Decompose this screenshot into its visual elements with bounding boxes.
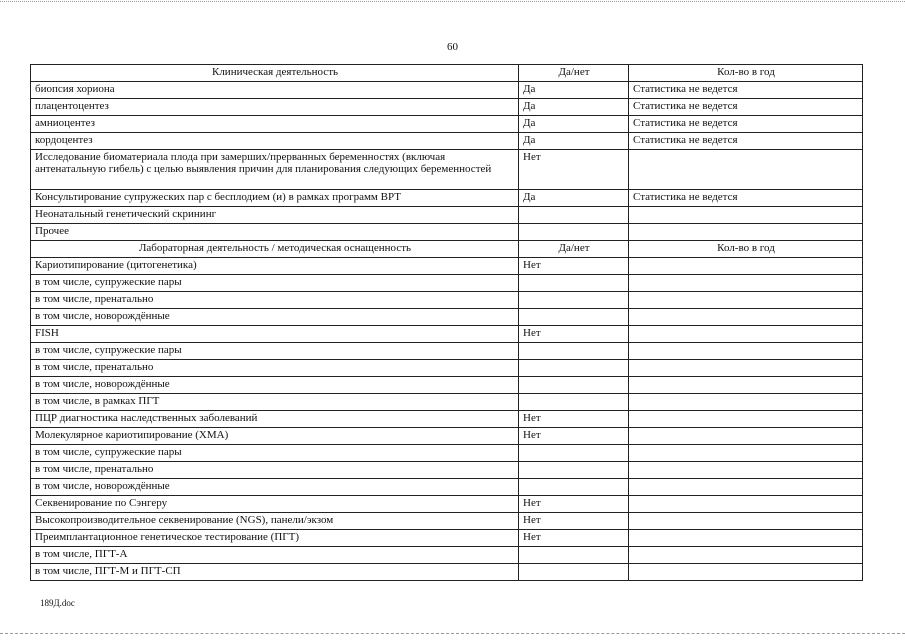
table-row	[31, 479, 863, 496]
activity-cell: в том числе, супружеские пары	[31, 445, 519, 462]
count-cell	[629, 496, 863, 513]
count-cell	[629, 513, 863, 530]
table-row	[31, 258, 863, 275]
page-number: 60	[447, 41, 458, 53]
lab-header-row	[31, 241, 863, 258]
activity-cell: в том числе, пренатально	[31, 462, 519, 479]
yes-no-cell: Нет	[519, 258, 629, 275]
yes-no-cell: Да	[519, 116, 629, 133]
yes-no-cell	[519, 224, 629, 241]
table-row	[31, 224, 863, 241]
activity-cell: в том числе, супружеские пары	[31, 343, 519, 360]
yes-no-cell	[519, 462, 629, 479]
activity-cell: в том числе, пренатально	[31, 292, 519, 309]
activity-cell: в том числе, новорождённые	[31, 309, 519, 326]
table-row	[31, 394, 863, 411]
table-row	[31, 411, 863, 428]
yes-no-cell	[519, 479, 629, 496]
activity-cell: FISH	[31, 326, 519, 343]
yes-no-cell: Да	[519, 133, 629, 150]
count-cell	[629, 564, 863, 581]
count-cell	[629, 309, 863, 326]
activity-cell: плацентоцентез	[31, 99, 519, 116]
activity-cell: кордоцентез	[31, 133, 519, 150]
yes-no-cell	[519, 292, 629, 309]
count-cell: Статистика не ведется	[629, 133, 863, 150]
header-count: Кол-во в год	[629, 65, 863, 82]
activity-table	[30, 64, 863, 581]
yes-no-cell: Да	[519, 99, 629, 116]
activity-cell: в том числе, супружеские пары	[31, 275, 519, 292]
table-header-row	[31, 65, 863, 82]
table-row	[31, 462, 863, 479]
footer-filename: 189Д.doc	[40, 598, 75, 608]
activity-cell: Молекулярное кариотипирование (ХМА)	[31, 428, 519, 445]
yes-no-cell	[519, 445, 629, 462]
activity-cell: Кариотипирование (цитогенетика)	[31, 258, 519, 275]
lab-header-yes-no: Да/нет	[519, 241, 629, 258]
table-row	[31, 530, 863, 547]
count-cell	[629, 258, 863, 275]
table-row	[31, 116, 863, 133]
yes-no-cell	[519, 377, 629, 394]
activity-cell: Неонатальный генетический скрининг	[31, 207, 519, 224]
table-row	[31, 207, 863, 224]
count-cell	[629, 275, 863, 292]
table-row	[31, 360, 863, 377]
table-row	[31, 82, 863, 99]
yes-no-cell: Нет	[519, 530, 629, 547]
table-row	[31, 326, 863, 343]
yes-no-cell: Нет	[519, 411, 629, 428]
activity-cell: Исследование биоматериала плода при замерших/прерванных беременностях (включая антенатальную гибель) с целью выявления причин для планирования следующих беременностей	[31, 150, 519, 190]
yes-no-cell: Нет	[519, 496, 629, 513]
table-row	[31, 150, 863, 190]
activity-cell: биопсия хориона	[31, 82, 519, 99]
table-row	[31, 564, 863, 581]
table-row	[31, 547, 863, 564]
count-cell	[629, 360, 863, 377]
count-cell	[629, 207, 863, 224]
count-cell	[629, 292, 863, 309]
yes-no-cell: Нет	[519, 326, 629, 343]
header-yes-no: Да/нет	[519, 65, 629, 82]
table-row	[31, 343, 863, 360]
table-row	[31, 99, 863, 116]
yes-no-cell: Нет	[519, 428, 629, 445]
table-row	[31, 377, 863, 394]
activity-cell: в том числе, новорождённые	[31, 377, 519, 394]
table-row	[31, 309, 863, 326]
activity-cell: в том числе, ПГТ-М и ПГТ-СП	[31, 564, 519, 581]
yes-no-cell	[519, 207, 629, 224]
activity-cell: в том числе, в рамках ПГТ	[31, 394, 519, 411]
table-row	[31, 292, 863, 309]
activity-cell: в том числе, ПГТ-А	[31, 547, 519, 564]
table-row	[31, 275, 863, 292]
activity-cell: Преимплантационное генетическое тестирование (ПГТ)	[31, 530, 519, 547]
table-row	[31, 133, 863, 150]
yes-no-cell: Нет	[519, 513, 629, 530]
yes-no-cell: Да	[519, 82, 629, 99]
table-row	[31, 428, 863, 445]
count-cell	[629, 530, 863, 547]
activity-cell: ПЦР диагностика наследственных заболеваний	[31, 411, 519, 428]
yes-no-cell: Нет	[519, 150, 629, 190]
activity-cell: Консультирование супружеских пар с бесплодием (и) в рамках программ ВРТ	[31, 190, 519, 207]
count-cell: Статистика не ведется	[629, 190, 863, 207]
activity-cell: в том числе, пренатально	[31, 360, 519, 377]
yes-no-cell: Да	[519, 190, 629, 207]
header-activity: Клиническая деятельность	[31, 65, 519, 82]
count-cell: Статистика не ведется	[629, 116, 863, 133]
count-cell	[629, 479, 863, 496]
yes-no-cell	[519, 275, 629, 292]
activity-cell: в том числе, новорождённые	[31, 479, 519, 496]
top-scan-border	[0, 1, 905, 2]
yes-no-cell	[519, 394, 629, 411]
table-row	[31, 445, 863, 462]
count-cell	[629, 343, 863, 360]
yes-no-cell	[519, 309, 629, 326]
count-cell	[629, 445, 863, 462]
count-cell	[629, 394, 863, 411]
count-cell	[629, 377, 863, 394]
yes-no-cell	[519, 343, 629, 360]
lab-header-count: Кол-во в год	[629, 241, 863, 258]
count-cell	[629, 150, 863, 190]
lab-header-activity: Лабораторная деятельность / методическая оснащенность	[31, 241, 519, 258]
count-cell: Статистика не ведется	[629, 82, 863, 99]
count-cell	[629, 224, 863, 241]
count-cell	[629, 428, 863, 445]
table-row	[31, 496, 863, 513]
yes-no-cell	[519, 564, 629, 581]
count-cell	[629, 462, 863, 479]
activity-cell: Высокопроизводительное секвенирование (NGS), панели/экзом	[31, 513, 519, 530]
count-cell	[629, 411, 863, 428]
activity-cell: амниоцентез	[31, 116, 519, 133]
table-row	[31, 190, 863, 207]
bottom-scan-border	[0, 633, 905, 634]
count-cell: Статистика не ведется	[629, 99, 863, 116]
count-cell	[629, 326, 863, 343]
yes-no-cell	[519, 360, 629, 377]
yes-no-cell	[519, 547, 629, 564]
count-cell	[629, 547, 863, 564]
activity-cell: Секвенирование по Сэнгеру	[31, 496, 519, 513]
table-row	[31, 513, 863, 530]
activity-cell: Прочее	[31, 224, 519, 241]
